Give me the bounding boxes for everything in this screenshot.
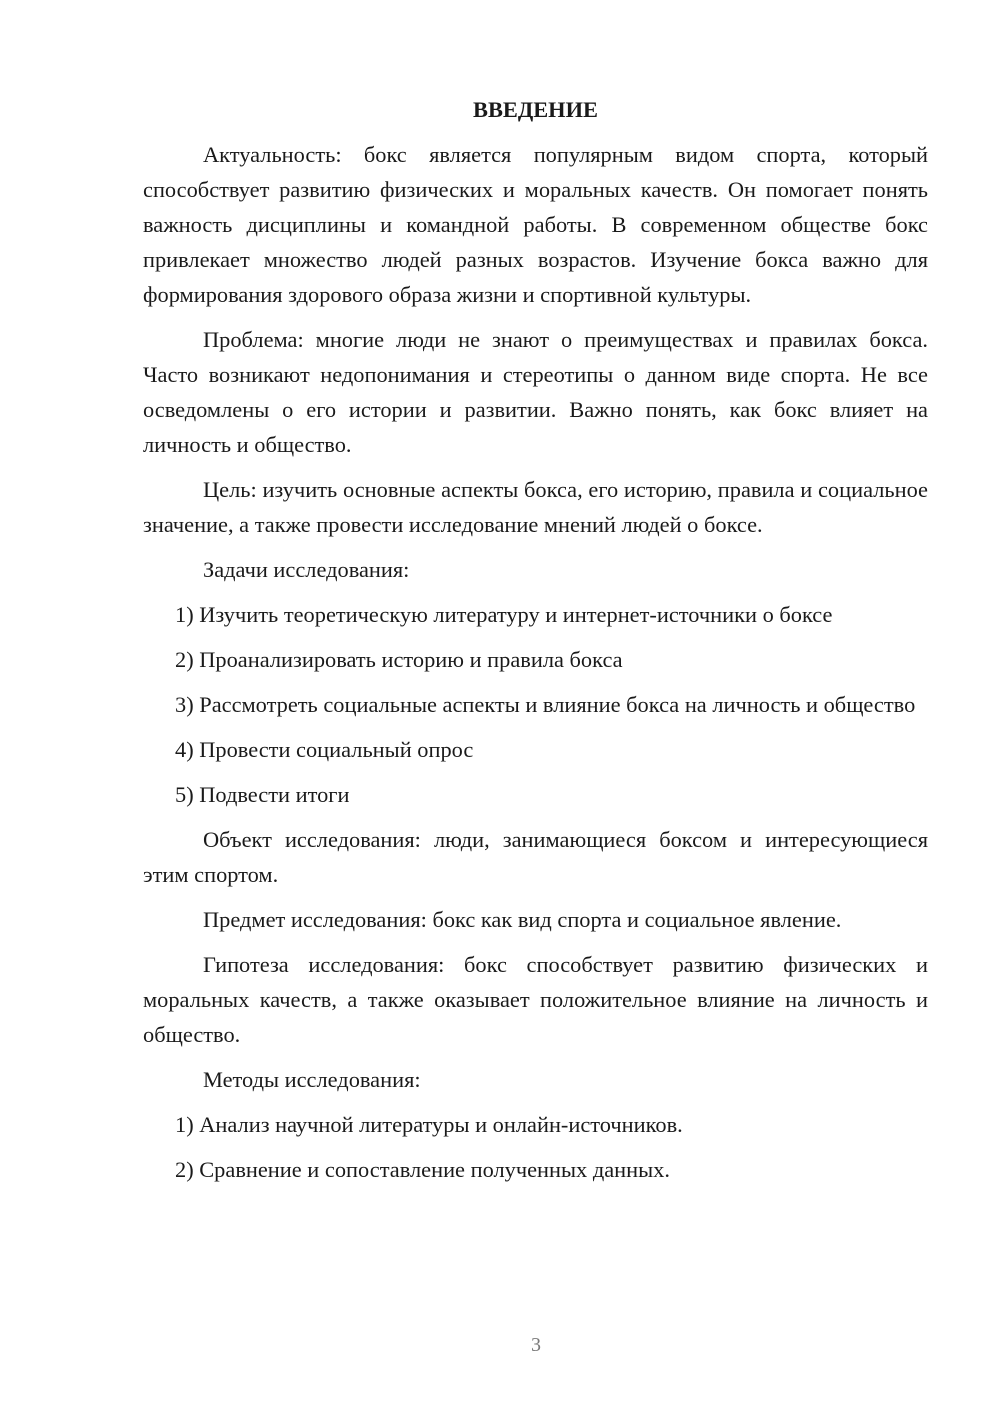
paragraph-problem: Проблема: многие люди не знают о преимуществах и правилах бокса. Часто возникают недопонимания и стереотипы о данном виде спорта. Не все осведомлены о его истории и развитии. Важно понять, как бокс влияет на личность и общество. — [143, 327, 928, 457]
document-page — [143, 92, 928, 1197]
task-item-2: 2) Проанализировать историю и правила бокса — [175, 647, 623, 672]
paragraph-relevance: Актуальность: бокс является популярным видом спорта, который способствует развитию физических и моральных качеств. Он помогает понять важность дисциплины и командной работы. В современном обществе бокс привлекает множество людей разных возрастов. Изучение бокса важно для формирования здорового образа жизни и спортивной культуры. — [143, 142, 928, 307]
method-item-2: 2) Сравнение и сопоставление полученных данных. — [175, 1157, 670, 1182]
task-item-4: 4) Провести социальный опрос — [175, 737, 474, 762]
task-item-5: 5) Подвести итоги — [175, 782, 350, 807]
task-item-1: 1) Изучить теоретическую литературу и интернет-источники о боксе — [175, 602, 833, 627]
paragraph-subject: Предмет исследования: бокс как вид спорта и социальное явление. — [203, 907, 842, 932]
method-item-1: 1) Анализ научной литературы и онлайн-источников. — [175, 1112, 683, 1137]
methods-heading: Методы исследования: — [203, 1067, 421, 1092]
task-item-3: 3) Рассмотреть социальные аспекты и влияние бокса на личность и общество — [175, 692, 916, 717]
paragraph-hypothesis: Гипотеза исследования: бокс способствует развитию физических и моральных качеств, а также оказывает положительное влияние на личность и общество. — [143, 952, 928, 1047]
page-title: ВВЕДЕНИЕ — [473, 97, 598, 122]
page-number: 3 — [531, 1334, 541, 1356]
paragraph-goal: Цель: изучить основные аспекты бокса, его историю, правила и социальное значение, а также провести исследование мнений людей о боксе. — [143, 477, 928, 537]
tasks-heading: Задачи исследования: — [203, 557, 410, 582]
paragraph-object: Объект исследования: люди, занимающиеся боксом и интересующиеся этим спортом. — [143, 827, 928, 887]
